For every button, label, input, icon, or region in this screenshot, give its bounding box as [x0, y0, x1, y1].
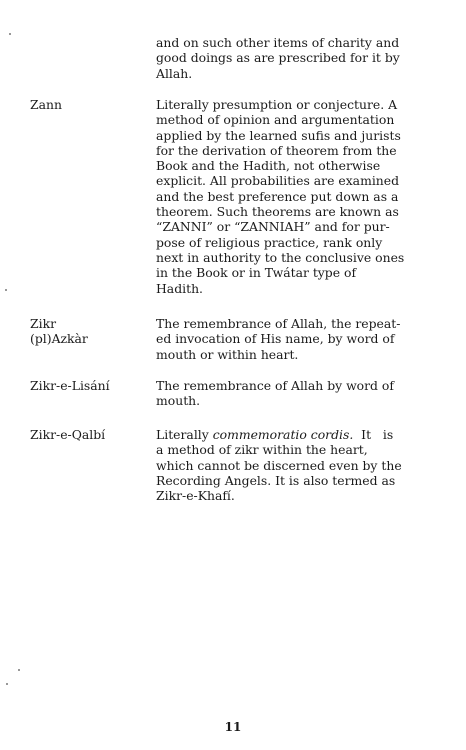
scan-speck: [5, 289, 7, 291]
definition-line: for the derivation of theorem from the: [156, 142, 397, 158]
glossary-term-zikr-e-qalbi: [30, 427, 148, 442]
definition-line: [156, 427, 430, 442]
definition-line: mouth or within heart.: [156, 346, 299, 362]
intro-line: good doings as are prescribed for it by: [156, 50, 400, 66]
definition-line: mouth.: [156, 393, 201, 409]
term-label: Zann: [30, 97, 62, 112]
definition-line: ed invocation of His name, by word of: [156, 331, 395, 347]
definition-line: “ZANNI” or “ZANNIAH” and for pur-: [156, 219, 390, 235]
definition-line: Book and the Hadith, not otherwise: [156, 158, 381, 174]
glossary-definition-zann: [156, 97, 430, 296]
glossary-definition-zikr-e-qalbi: [156, 427, 430, 503]
scan-speck: [9, 33, 11, 35]
glossary-term-zikr-e-lisani: [30, 378, 148, 393]
scan-speck: [18, 669, 20, 671]
term-label: Zikr: [30, 316, 57, 331]
definition-line: method of opinion and argumentation: [156, 112, 395, 128]
term-label: Zikr-e-Lisání: [30, 378, 110, 393]
page-number: 11: [224, 720, 242, 734]
term-label: Zikr-e-Qalbí: [30, 427, 106, 442]
definition-line: The remembrance of Allah, the repeat-: [156, 316, 401, 331]
definition-line: a method of zikr within the heart,: [156, 442, 368, 458]
intro-line: Allah.: [156, 65, 193, 81]
definition-text: Literally: [156, 427, 213, 442]
definition-line: The remembrance of Allah by word of: [156, 378, 394, 393]
definition-text: It is: [353, 427, 394, 442]
glossary-definition-zikr-e-lisani: [156, 378, 430, 409]
scan-speck: [6, 683, 8, 685]
definition-line: explicit. All probabilities are examined: [156, 173, 400, 189]
glossary-term-zikr: [30, 316, 148, 347]
glossary-definition-zikr: [156, 316, 430, 362]
intro-paragraph: [156, 35, 430, 81]
definition-line: applied by the learned sufis and jurists: [156, 127, 401, 143]
definition-line: and the best preference put down as a: [156, 188, 399, 204]
definition-line: Hadith.: [156, 280, 203, 296]
definition-line: next in authority to the conclusive ones: [156, 249, 405, 265]
intro-line: and on such other items of charity and: [156, 35, 400, 50]
definition-line: in the Book or in Twátar type of: [156, 265, 357, 281]
term-plural-label: (pl)Azkàr: [30, 331, 88, 347]
definition-line: Literally presumption or conjecture. A: [156, 97, 398, 112]
definition-line: which cannot be discerned even by the: [156, 457, 402, 473]
definition-line: pose of religious practice, rank only: [156, 234, 383, 250]
definition-line: theorem. Such theorems are known as: [156, 204, 399, 220]
latin-phrase: commemoratio cordis.: [212, 427, 354, 442]
definition-line: Recording Angels. It is also termed as: [156, 472, 396, 488]
definition-line: Zikr-e-Khafí.: [156, 488, 235, 504]
glossary-term-zann: [30, 97, 148, 112]
